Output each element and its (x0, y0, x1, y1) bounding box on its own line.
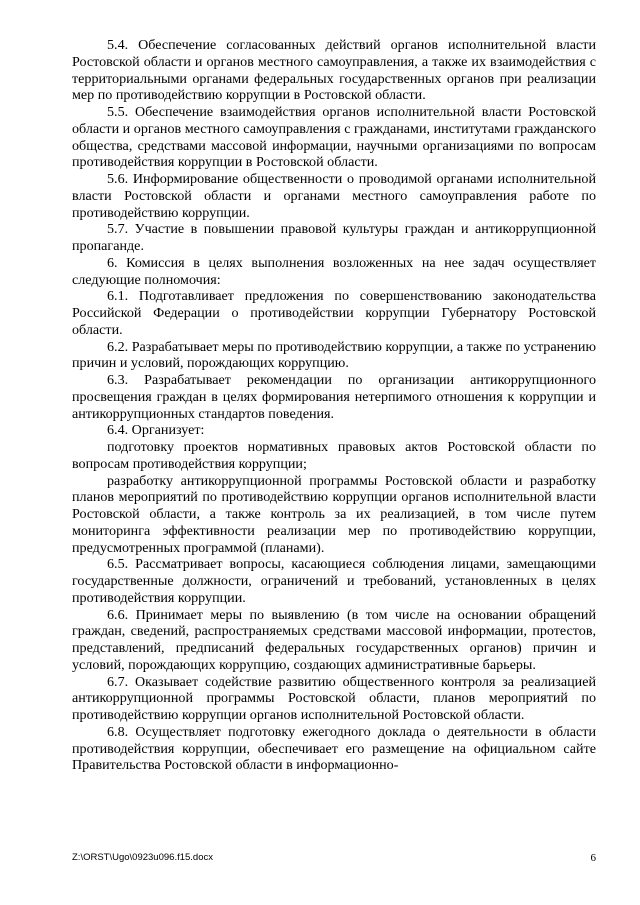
paragraph-5-6: 5.6. Информирование общественности о проводимой органами исполнительной власти Ростовской области и органами местного самоуправления работе по противодействию коррупции. (72, 171, 596, 221)
paragraph-6-3: 6.3. Разрабатывает рекомендации по организации антикоррупционного просвещения граждан в целях формирования нетерпимого отношения к коррупции и антикоррупционных стандартов поведения. (72, 372, 596, 422)
paragraph-5-5: 5.5. Обеспечение взаимодействия органов исполнительной власти Ростовской области и органов местного самоуправления с гражданами, институтами гражданского общества, средствами массовой информации, научными организациями по вопросам противодействия коррупции в Ростовской области. (72, 104, 596, 171)
paragraph-6-5: 6.5. Рассматривает вопросы, касающиеся соблюдения лицами, замещающими государственные должности, ограничений и требований, установленных в целях противодействия коррупции. (72, 556, 596, 606)
paragraph-6-4-item-1: подготовку проектов нормативных правовых актов Ростовской области по вопросам противодействия коррупции; (72, 439, 596, 472)
paragraph-6: 6. Комиссия в целях выполнения возложенных на нее задач осуществляет следующие полномочия: (72, 254, 596, 288)
paragraph-6-2: 6.2. Разрабатывает меры по противодействию коррупции, а также по устранению причин и условий, порождающих коррупцию. (72, 338, 596, 372)
file-path: Z:\ORST\Ugo\0923u096.f15.docx (72, 852, 213, 863)
page-number: 6 (590, 852, 596, 864)
paragraph-5-7: 5.7. Участие в повышении правовой культуры граждан и антикоррупционной пропаганде. (72, 221, 596, 254)
paragraph-6-7: 6.7. Оказывает содействие развитию общественного контроля за реализацией антикоррупционной программы Ростовской области, планов мероприятий по противодействию коррупции органов исполнительной Ростовской области. (72, 673, 596, 723)
paragraph-6-4: 6.4. Организует: (107, 422, 205, 439)
paragraph-6-8: 6.8. Осуществляет подготовку ежегодного доклада о деятельности в области противодействия коррупции, обеспечивает его размещение на официальном сайте Правительства Ростовской области в информационно- (72, 723, 596, 774)
paragraph-6-4-item-2: разработку антикоррупционной программы Ростовской области и разработку планов мероприятий по противодействию коррупции органов исполнительной власти Ростовской области, а также контроль за их реализацией, в том числе путем мониторинга эффективности реализации мер по противодействию коррупции, предусмотренных программой (планами). (72, 472, 596, 556)
paragraph-5-4: 5.4. Обеспечение согласованных действий органов исполнительной власти Ростовской области и органов местного самоуправления, а также их взаимодействия с территориальными органами федеральных государственных органов при реализации мер по противодействию коррупции в Ростовской области. (72, 37, 596, 104)
paragraph-6-6: 6.6. Принимает меры по выявлению (в том числе на основании обращений граждан, сведений, распространяемых средствами массовой информации, протестов, представлений, предписаний федеральных государственных органов) причин и условий, порождающих коррупцию, создающих административные барьеры. (72, 606, 596, 673)
document-body (72, 37, 596, 774)
paragraph-6-1: 6.1. Подготавливает предложения по совершенствованию законодательства Российской Федерации о противодействии коррупции Губернатору Ростовской области. (72, 288, 596, 338)
